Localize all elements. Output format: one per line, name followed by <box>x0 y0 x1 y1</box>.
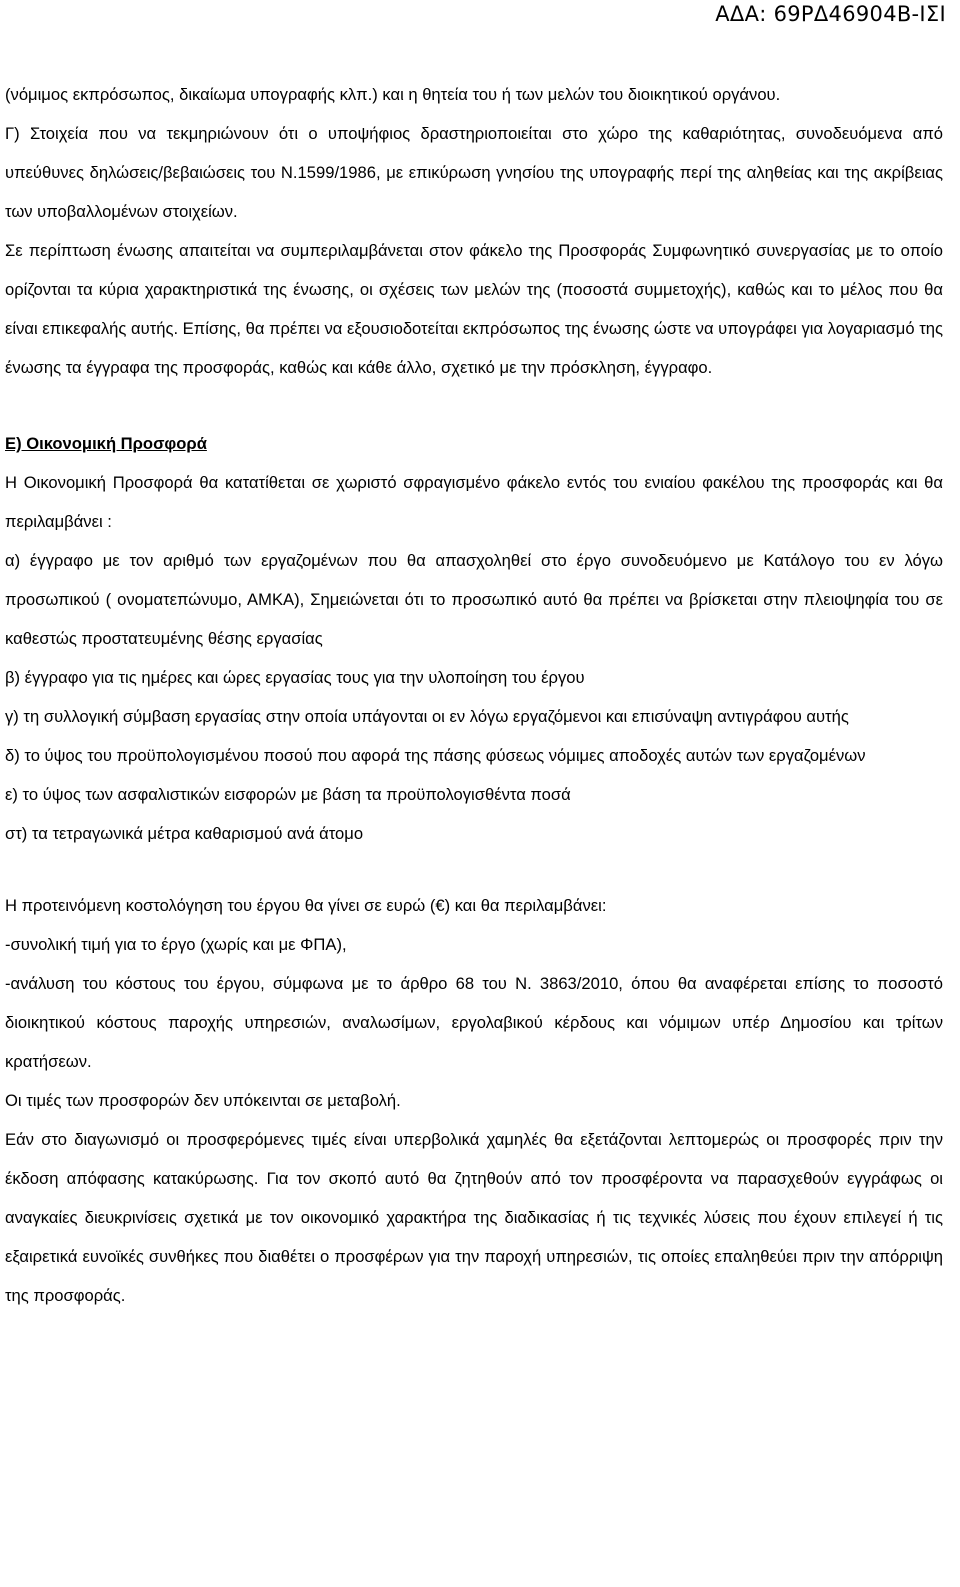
section-spacer <box>5 387 943 424</box>
paragraph-total-price: -συνολική τιμή για το έργο (χωρίς και με ΦΠΑ), <box>5 935 347 954</box>
ada-document-id: ΑΔΑ: 69ΡΔ46904Β-ΙΣΙ <box>715 2 946 26</box>
paragraph-governance: (νόμιμος εκπρόσωπος, δικαίωμα υπογραφής κλπ.) και η θητεία του ή των μελών του διοικητικού οργάνου. <box>5 85 781 104</box>
list-item-st: στ) τα τετραγωνικά μέτρα καθαρισμού ανά άτομο <box>5 824 364 843</box>
document-body <box>5 75 943 1315</box>
section-heading-financial-offer: Ε) Οικονομική Προσφορά <box>5 434 207 453</box>
list-item-d: δ) το ύψος του προϋπολογισμένου ποσού που αφορά της πάσης φύσεως νόμιμες αποδοχές αυτών των εργαζομένων <box>5 746 866 765</box>
paragraph-prices-fixed: Οι τιμές των προσφορών δεν υπόκεινται σε μεταβολή. <box>5 1091 401 1110</box>
paragraph-costing: Η προτεινόμενη κοστολόγηση του έργου θα γίνει σε ευρώ (€) και θα περιλαμβάνει: <box>5 896 607 915</box>
list-item-c: γ) τη συλλογική σύμβαση εργασίας στην οποία υπάγονται οι εν λόγω εργαζόμενοι και επισύναψη αντιγράφου αυτής <box>5 707 849 726</box>
paragraph-abnormally-low: Εάν στο διαγωνισμό οι προσφερόμενες τιμές είναι υπερβολικά χαμηλές θα εξετάζονται λεπτομερώς οι προσφορές πριν την έκδοση απόφασης κατακύρωσης. Για τον σκοπό αυτό θα ζητηθούν από τον προσφέροντα να παρασχεθούν εγγράφως οι αναγκαίες διευκρινίσεις σχετικά με τον οικονομικό χαρακτήρα της διαδικασίας ή τις τεχνικές λύσεις που έχουν επιλεγεί ή τις εξαιρετικά ευνοϊκές συνθήκες που διαθέτει ο προσφέρων για την παροχή υπηρεσιών, τις οποίες επαληθεύει πριν την απόρριψη της προσφοράς. <box>5 1130 943 1305</box>
list-item-b: β) έγγραφο για τις ημέρες και ώρες εργασίας τους για την υλοποίηση του έργου <box>5 668 585 687</box>
section-spacer <box>5 853 943 886</box>
list-item-a: α) έγγραφο με τον αριθμό των εργαζομένων που θα απασχοληθεί στο έργο συνοδευόμενο με Κατάλογο του εν λόγω προσωπικού ( ονοματεπώνυμο, ΑΜΚΑ), Σημειώνεται ότι το προσωπικό αυτό θα πρέπει να βρίσκεται στην πλειοψηφία του σε καθεστώς προστατευμένης θέσης εργασίας <box>5 551 943 648</box>
list-item-e: ε) το ύψος των ασφαλιστικών εισφορών με βάση τα προϋπολογισθέντα ποσά <box>5 785 571 804</box>
paragraph-cleaning-activity: Γ) Στοιχεία που να τεκμηριώνουν ότι ο υποψήφιος δραστηριοποιείται στο χώρο της καθαριότητας, συνοδευόμενα από υπεύθυνες δηλώσεις/βεβαιώσεις του Ν.1599/1986, με επικύρωση γνησίου της υπογραφής περί της αληθείας και της ακρίβειας των υποβαλλομένων στοιχείων. <box>5 124 943 221</box>
paragraph-financial-offer-intro: Η Οικονομική Προσφορά θα κατατίθεται σε χωριστό σφραγισμένο φάκελο εντός του ενιαίου φακέλου της προσφοράς και θα περιλαμβάνει : <box>5 473 943 531</box>
paragraph-cost-analysis: -ανάλυση του κόστους του έργου, σύμφωνα με το άρθρο 68 του Ν. 3863/2010, όπου θα αναφέρεται επίσης το ποσοστό διοικητικού κόστους παροχής υπηρεσιών, αναλωσίμων, εργολαβικού κέρδους και νόμιμων υπέρ Δημοσίου και τρίτων κρατήσεων. <box>5 974 943 1071</box>
paragraph-joint-venture: Σε περίπτωση ένωσης απαιτείται να συμπεριλαμβάνεται στον φάκελο της Προσφοράς Συμφωνητικό συνεργασίας με το οποίο ορίζονται τα κύρια χαρακτηριστικά της ένωσης, οι σχέσεις των μελών της (ποσοστά συμμετοχής), καθώς και το μέλος που θα είναι επικεφαλής αυτής. Επίσης, θα πρέπει να εξουσιοδοτείται εκπρόσωπος της ένωσης ώστε να υπογράφει για λογαριασμό της ένωσης τα έγγραφα της προσφοράς, καθώς και κάθε άλλο, σχετικό με την πρόσκληση, έγγραφο. <box>5 241 943 377</box>
